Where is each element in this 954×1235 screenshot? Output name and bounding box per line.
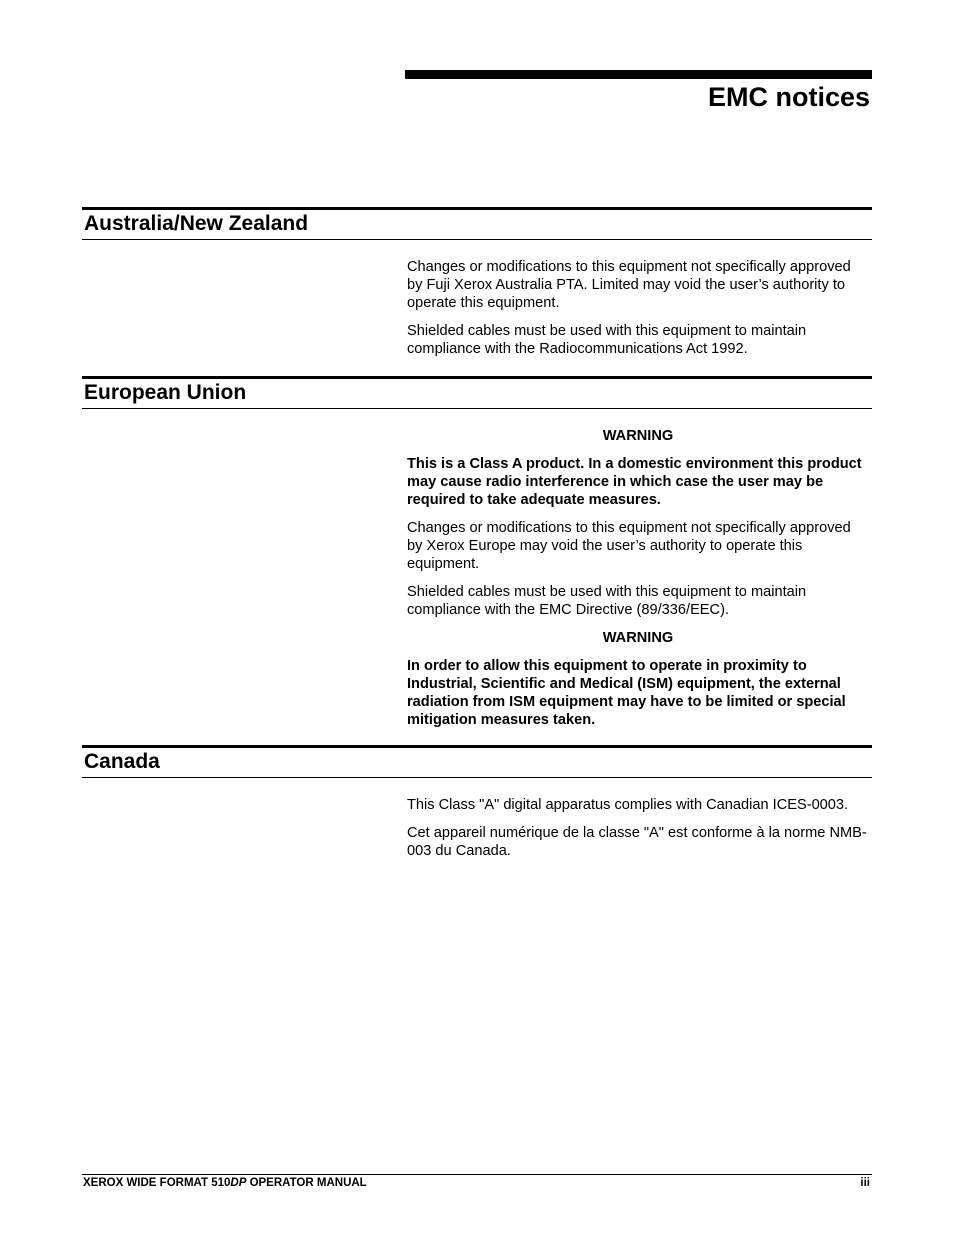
warning-label: WARNING — [602, 428, 674, 444]
paragraph: Cet appareil numérique de la classe "A" est conforme à la norme NMB-003 du Canada. — [407, 825, 867, 859]
paragraph: This Class "A" digital apparatus complies with Canadian ICES-0003. — [407, 797, 849, 813]
section-header-canada — [82, 745, 872, 778]
warning-label: WARNING — [602, 630, 674, 646]
paragraph: Shielded cables must be used with this equipment to maintain compliance with the Radiocommunications Act 1992. — [407, 323, 807, 357]
paragraph: Changes or modifications to this equipment not specifically approved by Xerox Europe may void the user’s authority to operate this equipment. — [407, 520, 851, 572]
section-heading: Australia/New Zealand — [84, 212, 309, 235]
section-heading: European Union — [84, 381, 247, 404]
section-heading: Canada — [84, 750, 160, 773]
footer-manual-title — [83, 1177, 367, 1189]
section-body-european-union — [407, 427, 869, 739]
manual-title-prefix: XEROX WIDE FORMAT 510 — [83, 1177, 231, 1189]
manual-title-rest: OPERATOR MANUAL — [246, 1177, 367, 1189]
footer-rule — [82, 1174, 872, 1175]
paragraph: Changes or modifications to this equipment not specifically approved by Fuji Xerox Australia PTA. Limited may void the user’s authority to operate this equipment. — [407, 259, 851, 311]
section-header-australia-new-zealand — [82, 207, 872, 240]
page-number: iii — [860, 1177, 870, 1189]
manual-model-suffix: DP — [230, 1177, 247, 1189]
section-header-european-union — [82, 376, 872, 409]
warning-text: In order to allow this equipment to operate in proximity to Industrial, Scientific and Medical (ISM) equipment, the external radiation from ISM equipment may have to be limited or special mitigation measures taken. — [407, 658, 846, 728]
paragraph: Shielded cables must be used with this equipment to maintain compliance with the EMC Directive (89/336/EEC). — [407, 584, 807, 618]
section-body-australia-new-zealand — [407, 258, 869, 368]
section-body-canada — [407, 796, 869, 870]
title-rule — [405, 70, 872, 79]
page-title: EMC notices — [707, 82, 870, 112]
warning-text: This is a Class A product. In a domestic environment this product may cause radio interference in which case the user may be required to take adequate measures. — [407, 456, 862, 508]
